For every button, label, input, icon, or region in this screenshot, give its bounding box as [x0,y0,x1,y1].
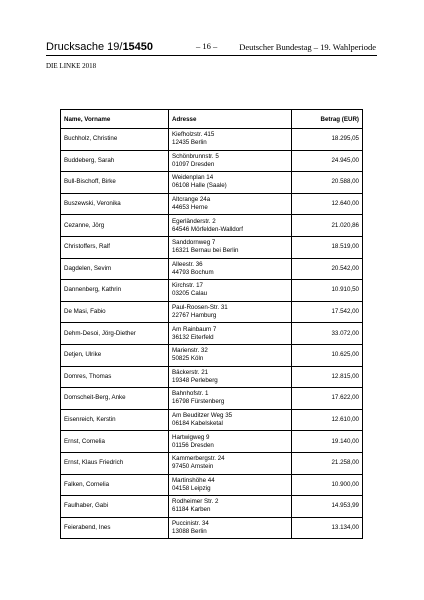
column-header-address: Adresse [169,110,292,129]
cell-address [169,366,292,388]
cell-name: Buddeberg, Sarah [61,150,169,172]
table-row [61,193,363,215]
address-city: 61184 Karben [172,506,211,514]
address-street: Paul-Roosen-Str. 31 [172,304,228,312]
cell-amount: 21.020,86 [292,215,363,237]
address-street: Martinshöhe 44 [172,476,215,484]
column-header-amount: Betrag (EUR) [292,110,363,129]
address-city: 06184 Kabelsketal [172,420,223,428]
address-street: Weidenplan 14 [172,174,214,182]
cell-amount: 12.640,00 [292,193,363,215]
cell-amount: 13.134,00 [292,517,363,539]
address-city: 22767 Hamburg [172,312,217,320]
source-label: DIE LINKE 2018 [46,62,97,70]
cell-address [169,258,292,280]
donations-table [60,109,363,539]
cell-name: Christoffers, Ralf [61,236,169,258]
table-row [61,236,363,258]
cell-name: Ernst, Klaus Friedrich [61,452,169,474]
table-row [61,150,363,172]
table-row [61,323,363,345]
table-row [61,280,363,302]
cell-name: Eisenreich, Kerstin [61,409,169,431]
address-city: 16321 Bernau bei Berlin [172,247,239,255]
address-street: Altcrange 24a [172,196,211,204]
cell-amount: 10.625,00 [292,344,363,366]
cell-name: Cezanne, Jörg [61,215,169,237]
cell-amount: 18.295,05 [292,129,363,151]
address-city: 13088 Berlin [172,527,207,535]
cell-address [169,236,292,258]
cell-address [169,150,292,172]
address-street: Marienstr. 32 [172,347,208,355]
parliament-period: Deutscher Bundestag – 19. Wahlperiode [239,42,376,52]
address-city: 04158 Leipzig [172,484,211,492]
address-city: 97450 Arnstein [172,463,214,471]
cell-address [169,388,292,410]
address-street: Kirchstr. 17 [172,282,203,290]
cell-amount: 20.588,00 [292,172,363,194]
address-city: 64546 Mörfelden-Walldorf [172,225,243,233]
cell-address [169,280,292,302]
address-city: 44793 Bochum [172,268,214,276]
table-row [61,517,363,539]
cell-name: Dannenberg, Kathrin [61,280,169,302]
page-number: – 16 – [196,41,218,51]
cell-address [169,496,292,518]
cell-amount: 14.953,99 [292,496,363,518]
address-street: Bahnhofstr. 1 [172,390,209,398]
cell-amount: 20.542,00 [292,258,363,280]
cell-address [169,172,292,194]
cell-amount: 10.900,00 [292,474,363,496]
table-row [61,452,363,474]
cell-address [169,215,292,237]
cell-address [169,431,292,453]
address-street: Puccinistr. 34 [172,519,209,527]
address-street: Kammerbergstr. 24 [172,455,225,463]
table-header-row [61,110,363,129]
table-row [61,129,363,151]
address-city: 16798 Fürstenberg [172,398,225,406]
cell-address [169,452,292,474]
cell-address [169,301,292,323]
cell-amount: 10.910,50 [292,280,363,302]
cell-name: Feierabend, Ines [61,517,169,539]
cell-address [169,323,292,345]
table-row [61,431,363,453]
cell-amount: 17.622,00 [292,388,363,410]
address-city: 50825 Köln [172,355,204,363]
address-city: 01097 Dresden [172,160,215,168]
cell-address [169,193,292,215]
cell-amount: 12.815,00 [292,366,363,388]
cell-amount: 33.072,00 [292,323,363,345]
table-row [61,388,363,410]
address-street: Bäckerstr. 21 [172,368,209,376]
cell-name: Bull-Bischoff, Birke [61,172,169,194]
cell-address [169,344,292,366]
cell-name: Ernst, Cornelia [61,431,169,453]
table-row [61,344,363,366]
address-street: Sanddornweg 7 [172,239,216,247]
cell-name: De Masi, Fabio [61,301,169,323]
cell-amount: 21.258,00 [292,452,363,474]
cell-amount: 12.610,00 [292,409,363,431]
address-city: 06108 Halle (Saale) [172,182,227,190]
address-street: Am Beuditzer Weg 35 [172,412,233,420]
drucksache-number: Drucksache 19/15450 [46,41,154,53]
cell-amount: 24.945,00 [292,150,363,172]
address-city: 03205 Calau [172,290,208,298]
cell-name: Falken, Cornelia [61,474,169,496]
page-header [46,41,376,53]
address-street: Am Rainbaum 7 [172,325,217,333]
table-row [61,409,363,431]
header-rule [46,55,377,56]
table-row [61,215,363,237]
cell-name: Domscheit-Berg, Anke [61,388,169,410]
address-city: 01156 Dresden [172,441,214,449]
address-city: 36132 Eiterfeld [172,333,214,341]
cell-name: Domres, Thomas [61,366,169,388]
address-city: 12435 Berlin [172,139,207,147]
cell-name: Dehm-Desoi, Jörg-Diether [61,323,169,345]
cell-address [169,409,292,431]
address-street: Hartwigweg 9 [172,433,210,441]
table-row [61,496,363,518]
address-street: Schönbrunnstr. 5 [172,152,219,160]
cell-amount: 18.519,00 [292,236,363,258]
table-row [61,301,363,323]
address-street: Egerländerstr. 2 [172,217,216,225]
address-city: 19348 Perleberg [172,376,218,384]
table-row [61,474,363,496]
cell-name: Dagdelen, Sevim [61,258,169,280]
cell-address [169,129,292,151]
cell-name: Buszewski, Veronika [61,193,169,215]
cell-name: Detjen, Ulrike [61,344,169,366]
table-row [61,366,363,388]
cell-amount: 19.140,00 [292,431,363,453]
table-row [61,172,363,194]
cell-amount: 17.542,00 [292,301,363,323]
cell-address [169,517,292,539]
cell-name: Faulhaber, Gabi [61,496,169,518]
address-street: Rodheimer Str. 2 [172,498,219,506]
address-street: Kiefholzstr. 415 [172,131,215,139]
address-city: 44653 Herne [172,204,208,212]
column-header-name: Name, Vorname [61,110,169,129]
address-street: Alleestr. 36 [172,260,203,268]
cell-address [169,474,292,496]
cell-name: Buchholz, Christine [61,129,169,151]
table-row [61,258,363,280]
